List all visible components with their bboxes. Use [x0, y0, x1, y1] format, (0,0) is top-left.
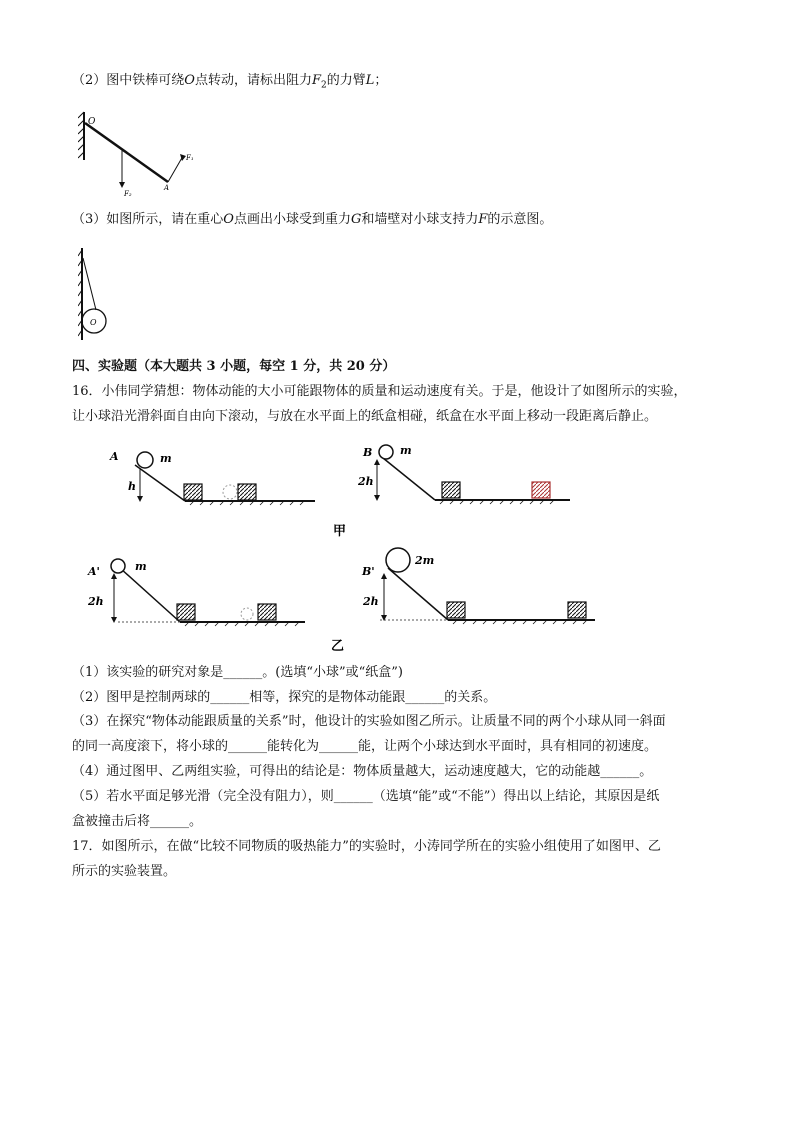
ball-o-label: O [90, 318, 97, 327]
height-b-prime: 2h [363, 595, 379, 608]
ball-a-prime [111, 559, 125, 573]
q16-line1: 16．小伟同学猜想：物体动能的大小可能跟物体的质量和运动速度有关。于是，他设计了如图所示的实验， [72, 384, 687, 399]
box-b-prime [447, 602, 465, 618]
q15-3-mid2: 和墙壁对小球支持力 [361, 212, 479, 227]
mass-b: m [400, 444, 412, 457]
label-b: B [363, 446, 373, 459]
lever-rod [85, 123, 168, 182]
mass-a: m [160, 452, 172, 465]
q15-3-text [72, 211, 552, 229]
label-b-prime: B' [362, 565, 375, 578]
lever-a-label: A [164, 184, 170, 192]
box-a-prime [177, 604, 195, 620]
ball-a [137, 452, 153, 468]
lever-f2-label: F₂ [124, 190, 132, 198]
q15-2-end: ； [374, 73, 388, 88]
q16-p3a: （3）在探究“物体动能跟质量的关系”时，他设计的实验如图乙所示。让质量不同的两个小球从同一斜面 [72, 714, 666, 729]
q16-line2: 让小球沿光滑斜面自由向下滚动，与放在水平面上的纸盒相碰，纸盒在水平面上移动一段距离后静止。 [72, 409, 658, 424]
q15-3-g: G [350, 212, 362, 227]
label-yi: 乙 [331, 639, 345, 654]
label-a: A [110, 450, 119, 463]
mass-b-prime: 2m [415, 554, 435, 567]
lever-f1-label: F₁ [186, 154, 194, 162]
ramp-b [357, 444, 570, 504]
q15-2-fsub: 2 [321, 80, 327, 91]
f2-arrowhead [119, 182, 125, 188]
ramp-a [109, 450, 315, 505]
q15-2-f: F [311, 73, 321, 88]
ball-b-prime [386, 548, 410, 572]
ball-wall-figure [78, 244, 118, 344]
section-heading: 四、实验题（本大题共 3 小题，每空 1 分，共 20 分） [72, 359, 396, 374]
height-b: 2h [358, 475, 374, 488]
q15-2-pre: （2）图中铁棒可绕 [72, 73, 185, 88]
q16-p5a: （5）若水平面足够光滑（完全没有阻力），则______（选填“能”或“不能”）得出以上结论，其原因是纸 [72, 789, 660, 804]
q15-2-l: L [365, 73, 375, 88]
box-a [184, 484, 202, 500]
ball-b [379, 445, 393, 459]
q17-line1: 17．如图所示，在做“比较不同物质的吸热能力”的实验时，小涛同学所在的实验小组使用了如图甲、乙 [72, 839, 661, 854]
string [83, 258, 96, 310]
ramp-diagrams [80, 440, 610, 655]
q16-p5b: 盒被撞击后将______。 [72, 814, 203, 829]
q16-p4: （4）通过图甲、乙两组实验，可得出的结论是：物体质量越大，运动速度越大，它的动能越______。 [72, 764, 653, 779]
q16-p3b: 的同一高度滚下，将小球的______能转化为______能，让两个小球达到水平面时，具有相同的初速度。 [72, 739, 658, 754]
ramp-a-prime [87, 559, 305, 626]
q16-p1: （1）该实验的研究对象是______。(选填“小球”或“纸盒”) [72, 665, 403, 680]
ramp-b-prime [361, 548, 595, 624]
q15-3-pre: （3）如图所示，请在重心 [72, 212, 224, 227]
label-a-prime: A' [88, 565, 100, 578]
mass-a-prime: m [135, 560, 147, 573]
height-a: h [128, 480, 136, 493]
box-a-prime-moved [258, 604, 276, 620]
q15-3-f: F [478, 212, 488, 227]
q15-2-o: O [184, 73, 195, 88]
box-b-prime-moved [568, 602, 586, 618]
q15-3-post: 的示意图。 [487, 212, 553, 227]
q15-3-o: O [223, 212, 234, 227]
lever-figure [78, 110, 208, 200]
lever-o-label: O [88, 117, 96, 127]
q15-2-text [72, 72, 387, 95]
box-b [442, 482, 460, 498]
f1-arrow [168, 156, 183, 182]
label-jia: 甲 [333, 524, 347, 539]
box-a-moved [238, 484, 256, 500]
q15-3-mid1: 点画出小球受到重力 [233, 212, 351, 227]
q15-2-mid: 点转动，请标出阻力 [194, 73, 312, 88]
box-b-moved [532, 482, 550, 498]
height-a-prime: 2h [88, 595, 104, 608]
q16-p2: （2）图甲是控制两球的______相等，探究的是物体动能跟______的关系。 [72, 690, 497, 705]
q17-line2: 所示的实验装置。 [72, 864, 177, 879]
q15-2-post: 的力臂 [326, 73, 366, 88]
